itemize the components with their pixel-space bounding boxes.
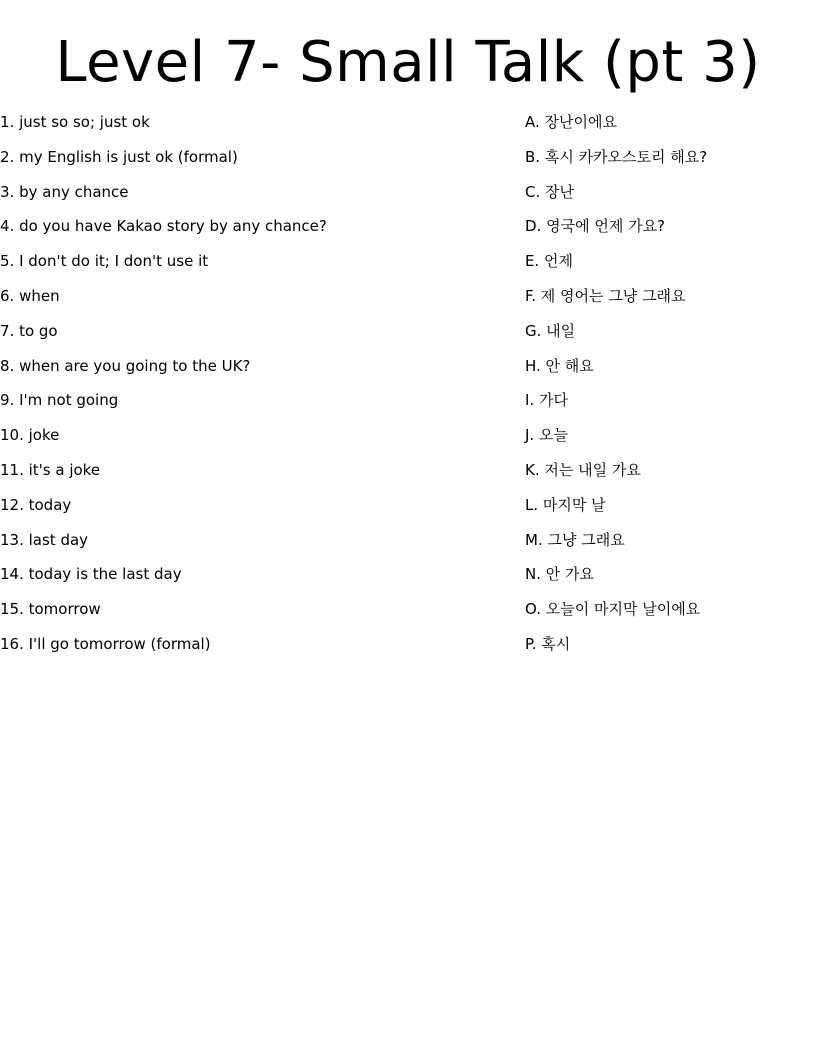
english-term-item: 8. when are you going to the UK? (0, 356, 251, 375)
page-title: Level 7- Small Talk (pt 3) (55, 30, 761, 95)
korean-answer-item: C. 장난 (525, 182, 574, 201)
english-term-item: 9. I'm not going (0, 391, 119, 410)
english-term-item: 16. I'll go tomorrow (formal) (0, 634, 211, 653)
korean-answer-item: H. 안 해요 (525, 356, 594, 375)
english-term-item: 3. by any chance (0, 182, 129, 201)
english-term-item: 2. my English is just ok (formal) (0, 147, 238, 166)
korean-answers-list (525, 111, 816, 668)
english-term-item: 12. today (0, 495, 72, 514)
korean-answer-item: B. 혹시 카카오스토리 해요? (525, 147, 708, 166)
english-term-item: 13. last day (0, 530, 89, 549)
korean-answer-item: G. 내일 (525, 321, 576, 340)
korean-answer-item: M. 그냥 그래요 (525, 530, 625, 549)
english-term-item: 4. do you have Kakao story by any chance? (0, 217, 327, 236)
english-term-item: 5. I don't do it; I don't use it (0, 252, 209, 271)
english-term-item: 6. when (0, 286, 60, 305)
korean-answer-item: O. 오늘이 마지막 날이에요 (525, 600, 701, 619)
english-term-item: 10. joke (0, 426, 60, 445)
english-term-item: 15. tomorrow (0, 600, 101, 619)
korean-answer-item: A. 장난이에요 (525, 113, 617, 131)
korean-answer-item: P. 혹시 (525, 634, 571, 653)
english-term-item: 7. to go (0, 321, 58, 340)
korean-answer-item: E. 언제 (525, 252, 573, 271)
korean-answer-item: N. 안 가요 (525, 565, 594, 584)
english-term-item: 14. today is the last day (0, 565, 182, 584)
korean-answer-item: J. 오늘 (525, 426, 568, 445)
korean-answer-item: D. 영국에 언제 가요? (525, 217, 666, 236)
korean-answer-item: K. 저는 내일 가요 (525, 460, 641, 479)
english-terms-list (0, 111, 500, 668)
english-term-item: 11. it's a joke (0, 460, 101, 479)
korean-answer-item: F. 제 영어는 그냥 그래요 (525, 286, 686, 305)
korean-answer-item: L. 마지막 날 (525, 495, 606, 514)
korean-answer-item: I. 가다 (525, 391, 568, 410)
english-term-item: 1. just so so; just ok (0, 113, 150, 131)
